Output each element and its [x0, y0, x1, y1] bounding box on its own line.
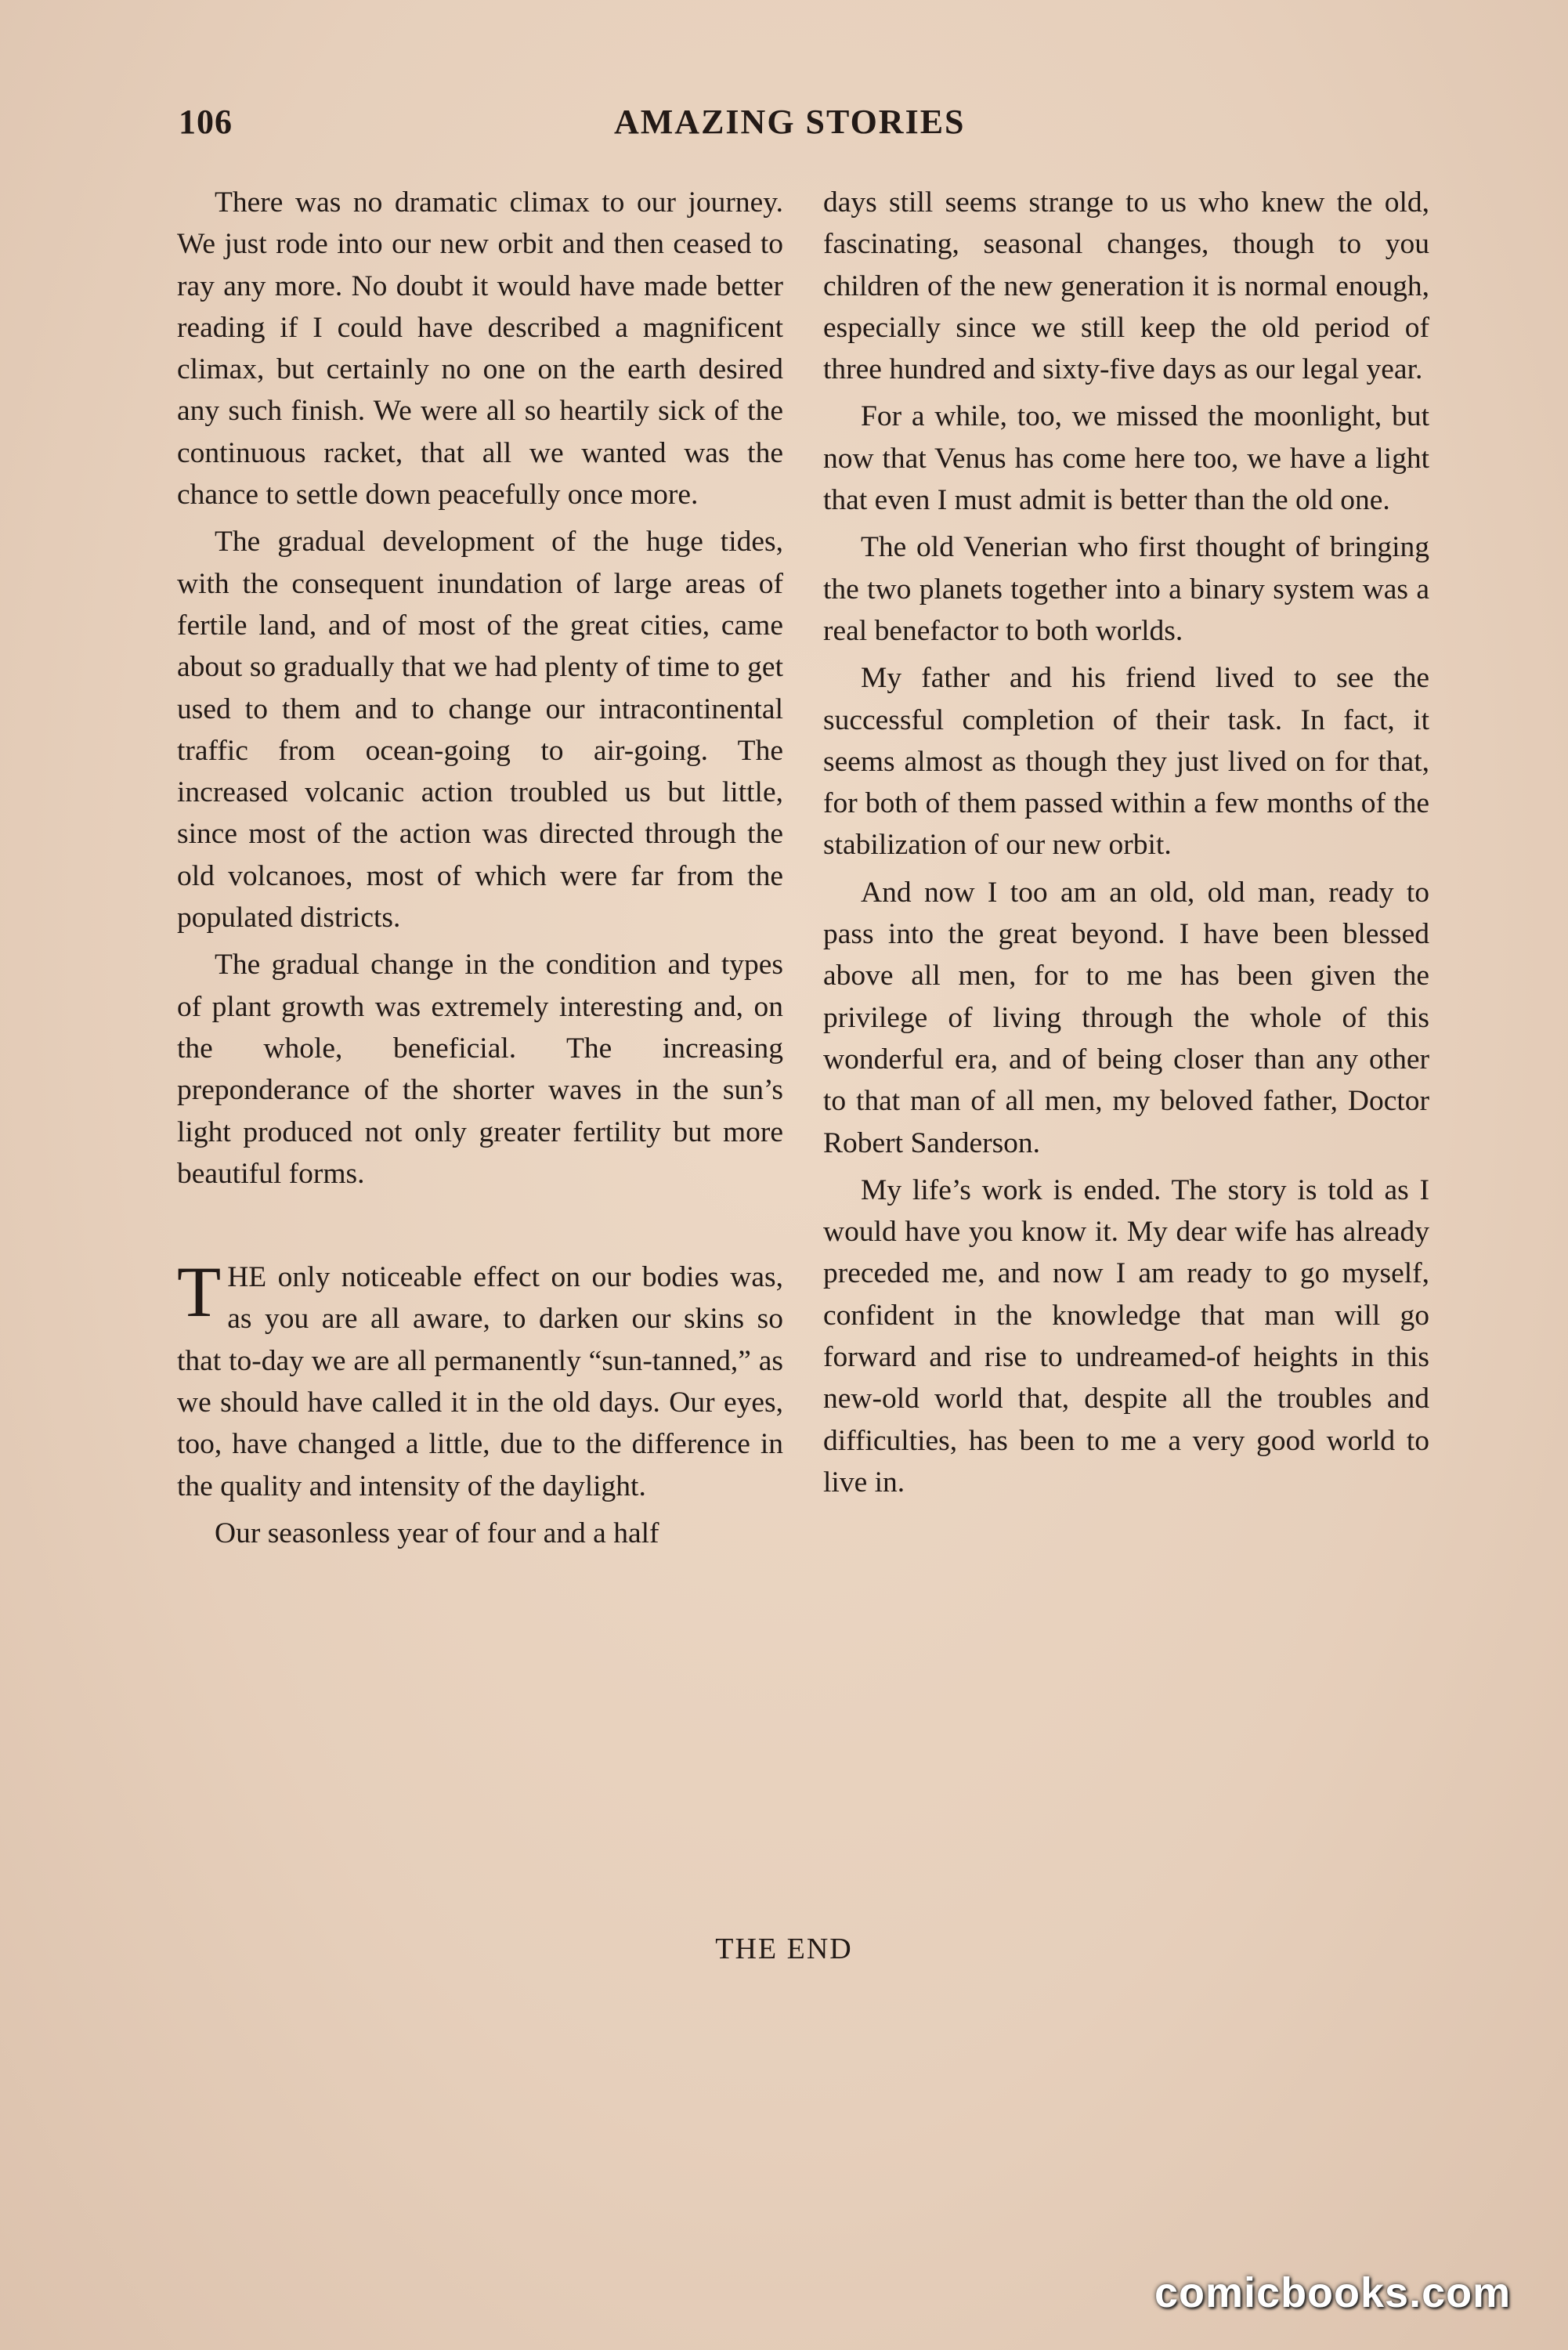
- paragraph: There was no dramatic climax to our journey. We just rode into our new orbit and then ceased to ray any more. No doubt it would have made better reading if I could have described a magnificent climax, but certainly no one on the earth desired any such finish. We were all so heartily sick of the continuous racket, that all we wanted was the chance to settle down peacefully once more.: [177, 186, 783, 512]
- paragraph: For a while, too, we missed the moonlight, but now that Venus has come here too, we have a light that even I must admit is better than the old one.: [823, 400, 1429, 517]
- page-header: [0, 102, 1568, 149]
- watermark-logo: comicbooks.com: [1154, 2269, 1512, 2316]
- section-break: [177, 1200, 783, 1256]
- paragraph: The gradual development of the huge tides, with the consequent inundation of large areas of fertile land, and of most of the great cities, came about so gradually that we had plenty of time to get used to them and to change our intracontinental traffic from ocean-going to air-going. The increased volcanic action troubled us but little, since most of the action was directed through the old volcanoes, most of which were far from the populated districts.: [177, 526, 783, 935]
- paragraph: And now I too am an old, old man, ready to pass into the great beyond. I have been blessed above all men, for to me has been given the privilege of living through the whole of this wonderful era, and of being closer than any other to that man of all men, my beloved father, Doctor Robert Sanderson.: [823, 876, 1429, 1159]
- the-end-label: THE END: [715, 1932, 853, 1965]
- paragraph: My father and his friend lived to see the successful completion of their task. In fact, it seems almost as though they just lived on for that, for both of them passed within a few months of the stabilization of our new orbit.: [823, 662, 1429, 862]
- paragraph-text: HE only noticeable effect on our bodies was, as you are all aware, to darken our skins so that to-day we are all permanently “sun-tanned,” as we should have called it in the old days. Our eyes, too, have changed a little, due to the difference in the quality and intensity of the daylight.: [177, 1261, 783, 1502]
- paragraph: The old Venerian who first thought of bringing the two planets together into a binary system was a real benefactor to both worlds.: [823, 531, 1429, 647]
- paragraph: Our seasonless year of four and a half: [215, 1517, 659, 1549]
- paragraph: The gradual change in the condition and types of plant growth was extremely interesting and, on the whole, beneficial. The increasing preponderance of the shorter waves in the sun’s light produced not only greater fertility but more beautiful forms.: [177, 949, 783, 1190]
- left-column: [177, 182, 783, 1560]
- right-column: [823, 182, 1429, 1509]
- paragraph: days still seems strange to us who knew the old, fascinating, seasonal changes, though to you children of the new generation it is normal enough, especially since we still keep the old period of three hundred and sixty-five days as our legal year.: [823, 186, 1429, 386]
- paragraph-with-dropcap: [177, 1252, 783, 1507]
- running-title: AMAZING STORIES: [614, 103, 966, 141]
- paragraph: My life’s work is ended. The story is told as I would have you know it. My dear wife has already preceded me, and now I am ready to go myself, confident in the knowledge that man will go forward and rise to undreamed-of heights in this new-old world that, despite all the troubles and difficulties, has been to me a very good world to live in.: [823, 1173, 1429, 1499]
- page-number: 106: [179, 103, 233, 141]
- drop-cap: T: [177, 1252, 222, 1332]
